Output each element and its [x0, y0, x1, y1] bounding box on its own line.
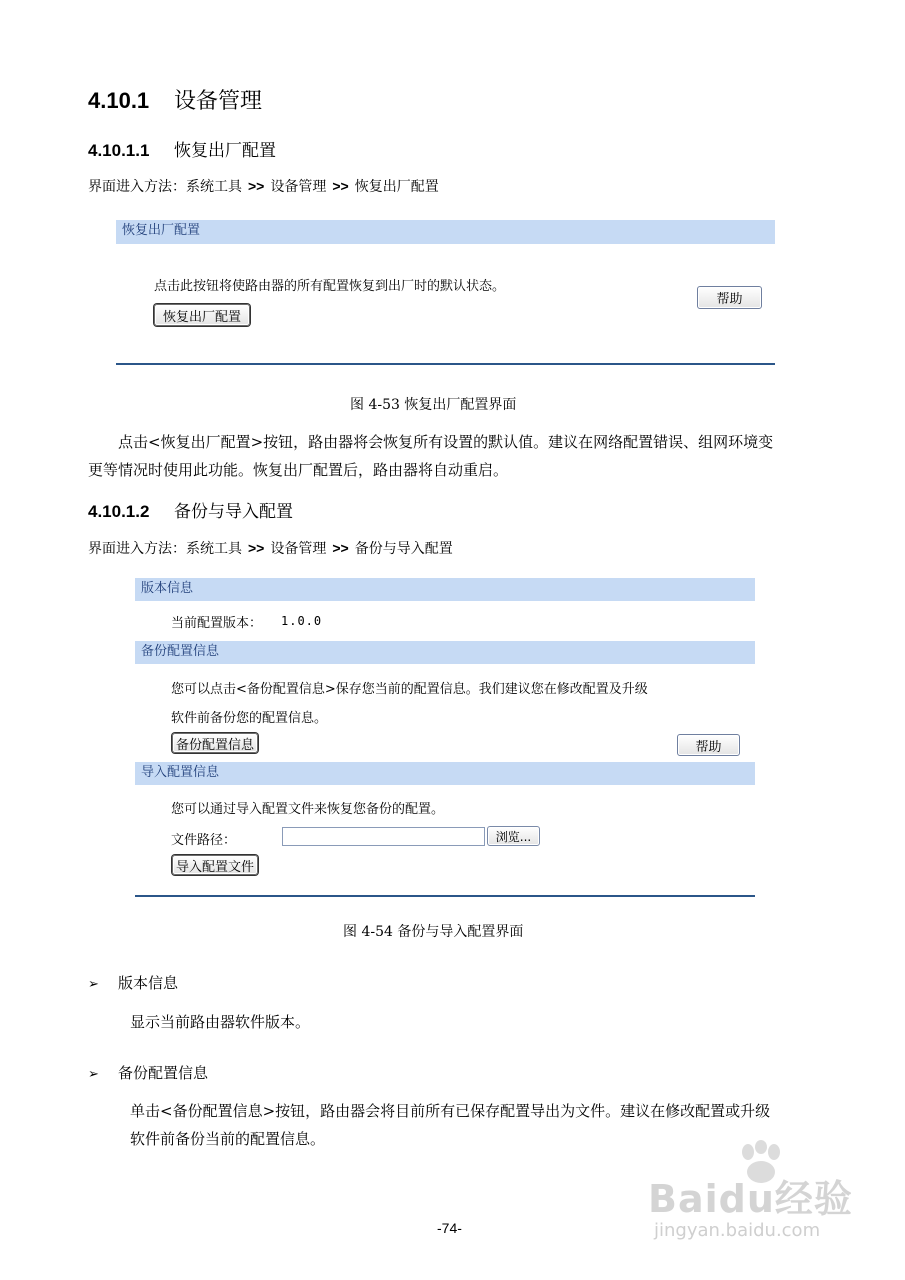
section-title: 设备管理 — [174, 89, 263, 114]
browse-button[interactable]: 浏览... — [487, 826, 540, 846]
panel-title-bar: 恢复出厂配置 — [116, 220, 775, 244]
path-item: 设备管理 — [270, 541, 327, 557]
backup-import-panel — [135, 578, 755, 902]
subsection-title: 备份与导入配置 — [174, 502, 293, 522]
figure-caption: 图 4-54 备份与导入配置界面 — [343, 924, 524, 940]
navigation-path — [88, 538, 453, 558]
restore-description: 点击此按钮将使路由器的所有配置恢复到出厂时的默认状态。 — [154, 279, 506, 294]
baidu-watermark — [648, 1140, 858, 1250]
path-separator: >> — [248, 540, 265, 556]
panel-bottom-line — [135, 895, 755, 897]
backup-config-button[interactable]: 备份配置信息 — [172, 733, 258, 753]
path-prefix: 界面进入方法： — [88, 179, 186, 195]
path-item: 恢复出厂配置 — [354, 179, 439, 195]
figure-caption: 图 4-53 恢复出厂配置界面 — [350, 397, 517, 413]
file-path-label: 文件路径： — [171, 833, 237, 848]
bullet-description: 显示当前路由器软件版本。 — [130, 1013, 311, 1031]
path-item: 系统工具 — [186, 179, 242, 195]
bullet-title: 备份配置信息 — [118, 1064, 209, 1082]
subsection-heading-restore — [88, 136, 276, 161]
version-info-bar: 版本信息 — [135, 578, 755, 601]
backup-text: 软件前备份您的配置信息。 — [171, 711, 328, 726]
subsection-number: 4.10.1.1 — [88, 141, 150, 160]
subsection-number: 4.10.1.2 — [88, 502, 150, 521]
backup-text: 您可以点击<备份配置信息>保存您当前的配置信息。我们建议您在修改配置及升级 — [171, 682, 648, 697]
restore-factory-button[interactable]: 恢复出厂配置 — [154, 304, 250, 326]
bullet-item — [88, 972, 178, 993]
bullet-marker: ➢ — [88, 1067, 99, 1082]
path-separator: >> — [248, 178, 265, 194]
navigation-path — [88, 176, 439, 196]
path-separator: >> — [332, 540, 349, 556]
bullet-description: 软件前备份当前的配置信息。 — [130, 1130, 326, 1148]
panel-bottom-line — [116, 363, 775, 365]
version-label: 当前配置版本： — [171, 616, 263, 631]
page-number: -74- — [437, 1220, 462, 1236]
subsection-heading-backup — [88, 497, 293, 522]
path-prefix: 界面进入方法： — [88, 541, 186, 557]
help-button[interactable]: 帮助 — [677, 734, 740, 756]
path-separator: >> — [332, 178, 349, 194]
path-item: 系统工具 — [186, 541, 242, 557]
bullet-title: 版本信息 — [118, 974, 179, 992]
section-heading — [88, 84, 262, 115]
path-item: 设备管理 — [270, 179, 327, 195]
restore-panel — [116, 220, 775, 366]
import-info-bar: 导入配置信息 — [135, 762, 755, 785]
bullet-item — [88, 1062, 208, 1083]
watermark-logo: Baidu经验 — [648, 1177, 853, 1221]
import-config-button[interactable]: 导入配置文件 — [172, 855, 258, 875]
bullet-description: 单击<备份配置信息>按钮，路由器会将目前所有已保存配置导出为文件。建议在修改配置或升级 — [130, 1102, 771, 1120]
subsection-title: 恢复出厂配置 — [174, 141, 276, 161]
backup-info-bar: 备份配置信息 — [135, 641, 755, 664]
help-button[interactable]: 帮助 — [697, 286, 762, 309]
paragraph-line: 点击<恢复出厂配置>按钮，路由器将会恢复所有设置的默认值。建议在网络配置错误、组网环境变 — [118, 433, 774, 451]
import-text: 您可以通过导入配置文件来恢复您备份的配置。 — [171, 802, 445, 817]
file-path-input[interactable] — [282, 827, 485, 846]
section-number: 4.10.1 — [88, 88, 150, 113]
bullet-marker: ➢ — [88, 977, 99, 992]
paragraph-line: 更等情况时使用此功能。恢复出厂配置后，路由器将自动重启。 — [88, 461, 509, 479]
version-value: 1.0.0 — [281, 614, 323, 628]
path-item: 备份与导入配置 — [354, 541, 453, 557]
watermark-url: jingyan.baidu.com — [654, 1220, 821, 1241]
